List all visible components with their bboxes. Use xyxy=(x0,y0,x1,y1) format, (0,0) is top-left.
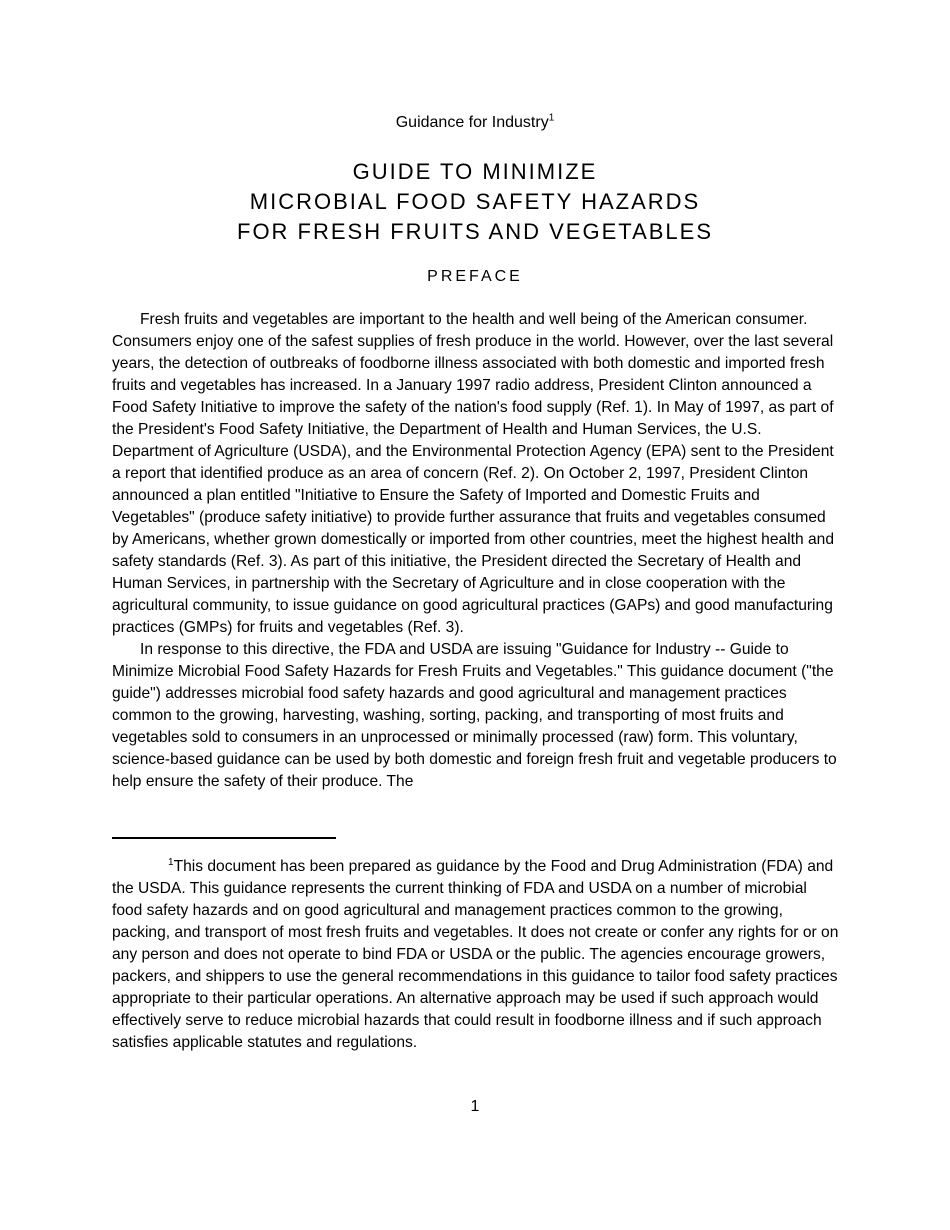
footnote-text: This document has been prepared as guidance by the Food and Drug Administration (FDA) and the USDA. This guidance represents the current thinking of FDA and USDA on a number of microbial food safety hazards and on good agricultural and management practices common to the growing, packing, and transport of most fresh fruits and vegetables. It does not create or confer any rights for or on any person and does not operate to bind FDA or USDA or the public. The agencies encourage growers, packers, and shippers to use the general recommendations in this guidance to tailor food safety practices appropriate to their particular operations. An alternative approach may be used if such approach would effectively serve to reduce microbial hazards that could result in foodborne illness and if such approach satisfies applicable statutes and regulations. xyxy=(112,858,839,1051)
page-number: 1 xyxy=(470,1098,480,1115)
footnote-divider xyxy=(112,837,336,839)
paragraph: In response to this directive, the FDA and USDA are issuing "Guidance for Industry -- Guide to Minimize Microbial Food Safety Hazards for Fresh Fruits and Vegetables." This guidance document ("the guide") addresses microbial food safety hazards and good agricultural and management practices common to the growing, harvesting, washing, sorting, packing, and transporting of most fruits and vegetables sold to consumers in an unprocessed or minimally processed (raw) form. This voluntary, science-based guidance can be used by both domestic and foreign fresh fruit and vegetable producers to help ensure the safety of their produce. The xyxy=(112,641,837,790)
paragraph: Fresh fruits and vegetables are important to the health and well being of the American consumer. Consumers enjoy one of the safest supplies of fresh produce in the world. However, over the last several years, the detection of outbreaks of foodborne illness associated with both domestic and imported fresh fruits and vegetables has increased. In a January 1997 radio address, President Clinton announced a Food Safety Initiative to improve the safety of the nation's food supply (Ref. 1). In May of 1997, as part of the President's Food Safety Initiative, the Department of Health and Human Services, the U.S. Department of Agriculture (USDA), and the Environmental Protection Agency (EPA) sent to the President a report that identified produce as an area of concern (Ref. 2). On October 2, 1997, President Clinton announced a plan entitled "Initiative to Ensure the Safety of Imported and Domestic Fruits and Vegetables" (produce safety initiative) to provide further assurance that fruits and vegetables consumed by Americans, whether grown domestically or imported from other countries, meet the highest health and safety standards (Ref. 3). As part of this initiative, the President directed the Secretary of Health and Human Services, in partnership with the Secretary of Agriculture and in close cooperation with the agricultural community, to issue guidance on good agricultural practices (GAPs) and good manufacturing practices (GMPs) for fruits and vegetables (Ref. 3). xyxy=(112,311,835,636)
header-footnote-marker: 1 xyxy=(548,112,555,124)
section-heading: PREFACE xyxy=(427,268,523,285)
footnote-paragraph xyxy=(112,856,840,1054)
footnote xyxy=(112,856,840,1054)
body-text xyxy=(112,309,840,793)
document-header xyxy=(0,112,950,134)
footnote-marker: 1 xyxy=(168,856,174,868)
document-title xyxy=(0,157,950,247)
title-line-2: MICROBIAL FOOD SAFETY HAZARDS xyxy=(249,189,701,214)
header-text: Guidance for Industry xyxy=(395,114,549,131)
title-line-3: FOR FRESH FRUITS AND VEGETABLES xyxy=(237,219,713,244)
title-line-1: GUIDE TO MINIMIZE xyxy=(352,159,598,184)
